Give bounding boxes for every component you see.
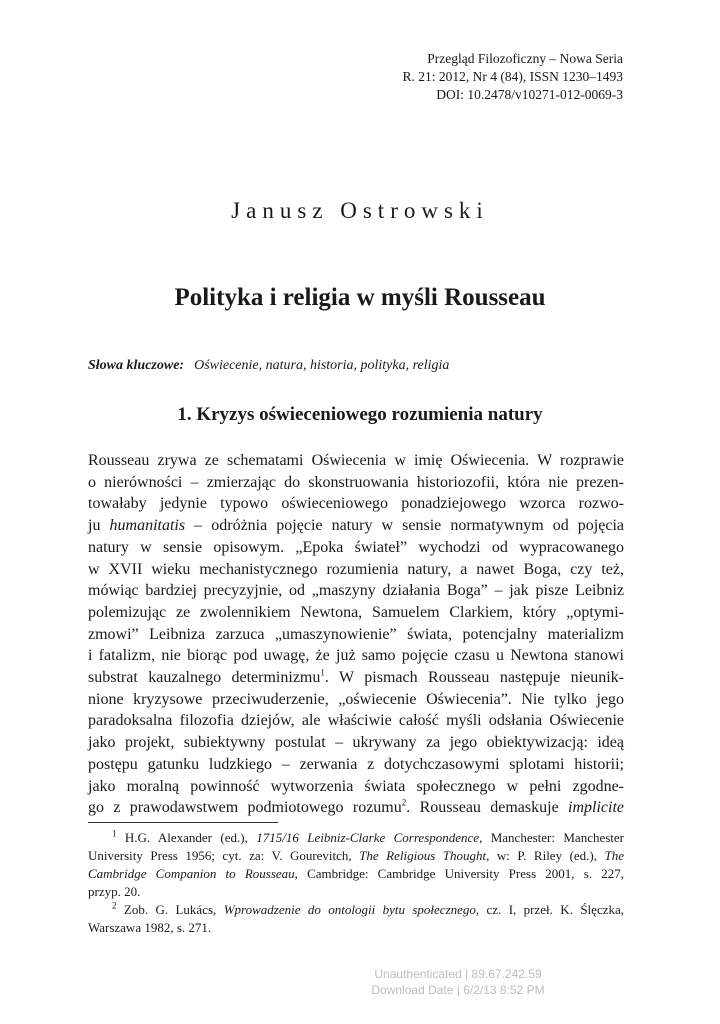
body-line: natury w sensie opisowym. „Epoka świateł” wychodzi od wypracowanego [88, 538, 624, 556]
footnote-text: University Press 1956; cyt. za: V. Gourevitch, [88, 848, 352, 863]
body-text-segment: – odróżnia pojęcie natury w sensie normatywnym od pojęcia [194, 517, 625, 535]
footnote-text: , Manchester: Manchester [479, 830, 625, 845]
body-italic-term: humanitatis [109, 517, 186, 535]
footnote-italic: The Religious Thought [359, 848, 487, 863]
footnote-line [88, 865, 624, 883]
body-line: jako moralną powinność wytworzenia świata społecznego w pełni zgodne- [88, 777, 624, 795]
body-line [88, 667, 624, 689]
body-line: Rousseau zrywa ze schematami Oświecenia w imię Oświecenia. W rozprawie [88, 452, 624, 469]
body-paragraph [88, 450, 624, 819]
author-name: Janusz Ostrowski [231, 198, 489, 223]
footnote-number: 1 [112, 828, 117, 839]
body-text-segment: go z prawodawstwem podmiotowego rozumu [88, 799, 402, 817]
footnote-italic: 1715/16 Leibniz-Clarke Correspondence [256, 830, 480, 845]
body-line: towałaby jedynie typowo oświeceniowego ponadziejowego wzorca rozwo- [88, 495, 624, 513]
body-line: mówiąc bardziej precyzyjnie, od „maszyny działania Boga” – jak pisze Leibniz [88, 582, 624, 600]
footnote-text: H.G. Alexander (ed.), [124, 830, 248, 845]
footnote-line: Warszawa 1982, s. 271. [88, 920, 212, 935]
keywords-value: Oświecenie, natura, historia, polityka, religia [194, 358, 450, 373]
footnotes [88, 829, 624, 937]
footnote-italic: The [604, 848, 624, 863]
footnote-text: , cz. I, przeł. K. Ślęczka, [475, 902, 625, 917]
body-line [88, 797, 624, 819]
body-italic-term: implicite [568, 799, 625, 817]
watermark-auth: Unauthenticated | 89.67.242.59 [374, 967, 542, 981]
footnote-ref[interactable]: 2 [401, 797, 407, 808]
footnote-2 [88, 901, 624, 937]
download-watermark [0, 966, 720, 998]
footnote-divider [88, 822, 278, 823]
body-line: o nierówności – zmierzając do skonstruowania historiozofii, która nie prezen- [88, 473, 624, 491]
journal-name: Przegląd Filozoficzny – Nowa Seria [427, 51, 623, 66]
article-title: Polityka i religia w myśli Rousseau [174, 284, 546, 311]
journal-info [402, 50, 623, 104]
footnote-1 [88, 829, 624, 901]
footnote-italic: Wprowadzenie do ontologii bytu społecznego [223, 902, 476, 917]
footnote-text: , w: P. Riley (ed.), [486, 848, 597, 863]
body-line: postępu gatunku ludzkiego – zerwania z dotychczasowymi splotami historii; [88, 755, 624, 773]
footnote-number: 2 [112, 900, 117, 911]
journal-issue: R. 21: 2012, Nr 4 (84), ISSN 1230–1493 [402, 69, 623, 84]
body-line: paradoksalna filozofia dziejów, ale właściwie całość myśli odsłania Oświecenie [88, 712, 624, 730]
footnote-text: Zob. G. Lukács, [123, 902, 217, 917]
body-line: zmowi” Leibniza zarzuca „umaszynowienie” świata, potencjalny materializm [88, 625, 624, 643]
keywords [88, 358, 449, 374]
body-text-segment: ju [88, 517, 101, 535]
body-text-segment: . W pismach Rousseau następuje nieunik- [324, 669, 624, 687]
footnote-text: , Cambridge: Cambridge University Press 2001, s. 227, [294, 866, 624, 881]
body-line: jako projekt, subiektywny postulat – ukrywany za jego obiektywizacją: ideą [88, 734, 624, 752]
keywords-label: Słowa kluczowe: [88, 358, 185, 373]
footnote-italic: Cambridge Companion to Rousseau [88, 866, 295, 881]
body-text-segment: . Rousseau demaskuje [406, 799, 559, 817]
body-line: i fatalizm, nie biorąc pod uwagę, że już samo pojęcie czasu u Newtona stanowi [88, 647, 624, 665]
journal-doi: DOI: 10.2478/v10271-012-0069-3 [436, 87, 623, 102]
footnote-line [88, 847, 624, 865]
footnote-line [88, 829, 624, 847]
footnote-ref[interactable]: 1 [320, 667, 325, 678]
body-line: w XVII wieku mechanistycznego rozumienia natury, a nawet Boga, czy też, [88, 560, 624, 578]
footnote-line: przyp. 20. [88, 884, 141, 899]
section-heading: 1. Kryzys oświeceniowego rozumienia natury [177, 404, 543, 425]
watermark-date: Download Date | 6/2/13 8:52 PM [371, 983, 545, 997]
footnote-line [88, 901, 624, 919]
body-line [88, 515, 624, 537]
body-text-segment: substrat kauzalnego determinizmu [88, 669, 321, 687]
body-line: nione kryzysowe przeciwuderzenie, „oświecenie Oświecenia”. Nie tylko jego [88, 690, 624, 708]
body-line: polemizując ze zwolennikiem Newtona, Samuelem Clarkiem, który „optymi- [88, 603, 624, 621]
